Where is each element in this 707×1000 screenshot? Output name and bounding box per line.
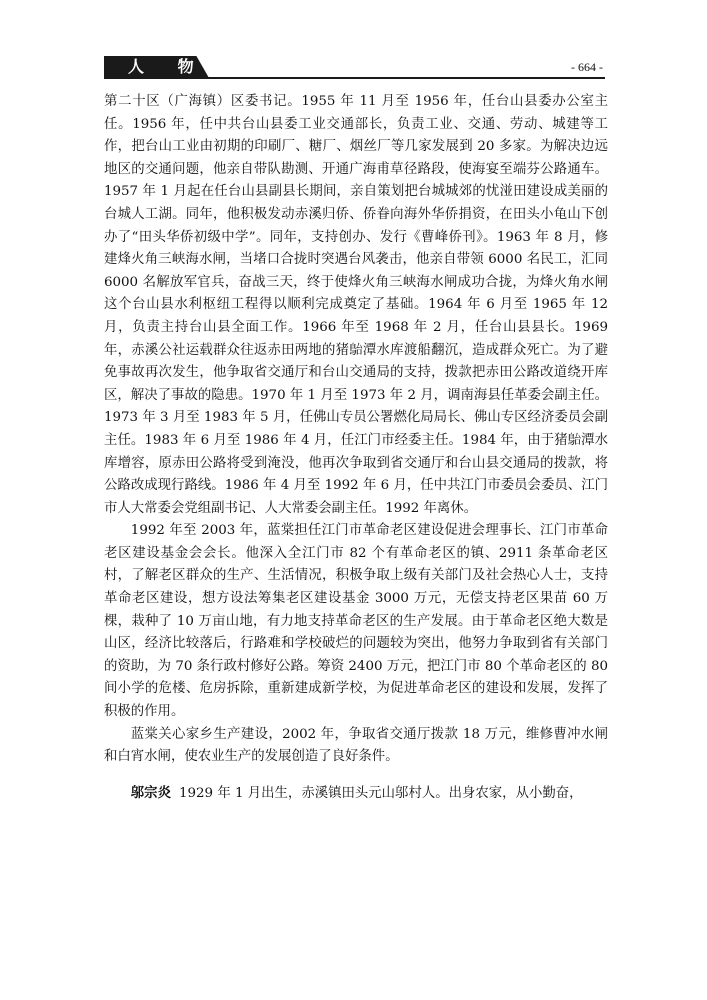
header-rule [104,77,605,79]
entry-spacer [104,769,608,783]
biography-entry-text: 1929 年 1 月出生，赤溪镇田头元山邬村人。出身农家，从小勤奋， [179,785,583,801]
person-name: 邬宗炎 [130,785,171,801]
page-header [0,56,707,80]
paragraph-hometown-support: 蓝棠关心家乡生产建设，2002 年，争取省交通厅拨款 18 万元，维修曹冲水闸和白宵水闸，使农业生产的发展创造了良好条件。 [104,726,608,765]
section-title: 人 物 [128,57,208,76]
biography-entry [104,783,608,806]
page-number: - 664 - [571,60,603,74]
page-body [104,91,608,805]
paragraph-continued: 第二十区（广海镇）区委书记。1955 年 11 月至 1956 年，任台山县委办公室主任。1956 年，任中共台山县委工业交通部长，负责工业、交通、劳动、城建等工作，把台山工业由初期的印刷厂、糖厂、烟丝厂等几家发展到 20 多家。为解决边远地区的交通问题，他亲自带队勘测、开通广海甫草径路段，使海宴至端芬公路通车。1957 年 1 月起在任台山县副县长期间，亲自策划把台城城郊的忧湴田建设成美丽的台城人工湖。同年，他积极发动赤溪归侨、侨眷向海外华侨捐资，在田头小龟山下创办了“田头华侨初级中学”。同年，支持创办、发行《曹峰侨刊》。1963 年 8 月，修建烽火角三峡海水闸，当堵口合拢时突遇台风袭击，他亲自带领 6000 名民工，汇同 6000 名解放军官兵，奋战三天，终于使烽火角三峡海水闸成功合拢，为烽火角水闸这个台山县水利枢纽工程得以顺利完成奠定了基础。1964 年 6 月至 1965 年 12 月，负责主持台山县全面工作。1966 年至 1968 年 2 月，任台山县县长。1969 年，赤溪公社运载群众往返赤田两地的猪𩿡潭水库渡船翻沉，造成群众死亡。为了避免事故再次发生，他争取省交通厅和台山交通局的支持，拨款把赤田公路改道绕开库区，解决了事故的隐患。1970 年 1 月至 1973 年 2 月，调南海县任革委会副主任。1973 年 3 月至 1983 年 5 月，任佛山专员公署燃化局局长、佛山专区经济委员会副主任。1983 年 6 月至 1986 年 4 月，任江门市经委主任。1984 年，由于猪𩿡潭水库增容，原赤田公路将受到淹没，他再次争取到省交通厅和台山县交通局的拨款，将公路改成现行路线。1986 年 4 月至 1992 年 6 月，任中共江门市委员会委员、江门市人大常委会党组副书记、人大常委会副主任。1992 年离休。 [104,94,608,516]
paragraph-retirement-work: 1992 年至 2003 年，蓝棠担任江门市革命老区建设促进会理事长、江门市革命老区建设基金会会长。他深入全江门市 82 个有革命老区的镇、2911 条革命老区村，了解老区群众的生产、生活情况，积极争取上级有关部门及社会热心人士，支持革命老区建设，想方设法筹集老区建设基金 3000 万元，无偿支持老区果苗 60 万棵，栽种了 10 万亩山地，有力地支持革命老区的生产发展。由于革命老区绝大数是山区，经济比较落后，行路难和学校破烂的问题较为突出，他努力争取到省有关部门的资助，为 70 条行政村修好公路。筹资 2400 万元，把江门市 80 个革命老区的 80 间小学的危楼、危房拆除，重新建成新学校，为促进革命老区的建设和发展，发挥了积极的作用。 [104,523,608,720]
